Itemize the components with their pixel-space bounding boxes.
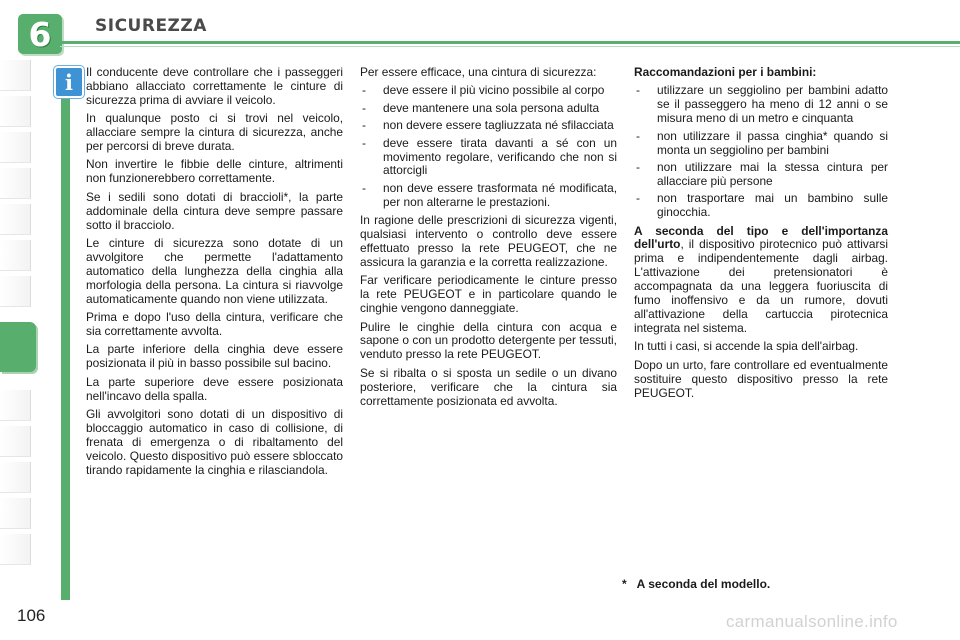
info-icon: i: [54, 66, 84, 98]
list-item: - deve mantenere una sola persona adulta: [360, 102, 617, 116]
watermark: carmanualsonline.info: [726, 612, 898, 631]
paragraph: Prima e dopo l'uso della cintura, verificare che sia correttamente avvolta.: [86, 310, 343, 338]
chapter-tab[interactable]: [0, 204, 31, 235]
chapter-tab[interactable]: [0, 60, 31, 91]
paragraph: La parte inferiore della cinghia deve essere posizionata il più in basso possibile sul bacino.: [86, 342, 343, 371]
paragraph: In qualunque posto ci si trovi nel veicolo, allacciare sempre la cintura di sicurezza, anche per percorsi di breve durata.: [86, 111, 343, 154]
info-box-bar: [61, 88, 70, 600]
chapter-tab[interactable]: [0, 390, 31, 421]
chapter-tab[interactable]: [0, 534, 31, 565]
list-intro: Per essere efficace, una cintura di sicurezza:: [360, 65, 597, 79]
footnote-text: A seconda del modello.: [636, 577, 771, 591]
list-item: - non utilizzare il passa cinghia* quando si monta un seggiolino per bambini: [634, 130, 888, 158]
paragraph: Far verificare periodicamente le cinture presso la rete PEUGEOT e in particolare quando le cinghie vengono danneggiate.: [360, 273, 617, 316]
page-number: 106: [17, 606, 46, 625]
paragraph: Non invertire le fibbie delle cinture, altrimenti non funzionerebbero correttamente.: [86, 157, 343, 186]
efficacy-list: [360, 84, 617, 209]
paragraph: Dopo un urto, fare controllare ed eventualmente sostituire questo dispositivo presso la rete PEUGEOT.: [634, 357, 888, 400]
footnote-marker: *: [622, 577, 627, 591]
pretensioner-lead: A seconda del tipo e dell'importanza dell'urto: [634, 223, 888, 252]
pretensioner-paragraph: [634, 225, 888, 336]
footnote: [622, 577, 770, 591]
header-rule: [60, 41, 960, 44]
chapter-tab[interactable]: [0, 462, 31, 493]
list-item: - non trasportare mai un bambino sulle ginocchia.: [634, 192, 888, 220]
list-item: - non deve essere trasformata né modificata, per non alterarne le prestazioni.: [360, 182, 617, 210]
paragraph: Se i sedili sono dotati di braccioli*, la parte addominale della cintura deve sempre passare sotto il bracciolo.: [86, 189, 343, 232]
section-title: SICUREZZA: [95, 16, 207, 36]
column-general: [86, 66, 343, 482]
chapter-number: 6: [28, 14, 52, 54]
paragraph: In ragione delle prescrizioni di sicurezza vigenti, qualsiasi intervento o controllo deve essere effettuato presso la rete PEUGEOT, che ne assicura la garanzia e la corretta realizzazione.: [360, 213, 617, 269]
chapter-tab[interactable]: [0, 240, 31, 271]
list-item: - non utilizzare mai la stessa cintura per allacciare più persone: [634, 161, 888, 189]
chapter-tab[interactable]: [0, 168, 31, 199]
paragraph: Pulire le cinghie della cintura con acqua e sapone o con un prodotto detergente per tessuti, venduto presso la rete PEUGEOT.: [360, 319, 617, 362]
paragraph: Le cinture di sicurezza sono dotate di un avvolgitore che permette l'adattamento automatico della lunghezza della cinghia alla morfologia della persona. La cintura si riavvolge automaticamente quando non viene utilizzata.: [86, 235, 343, 306]
paragraph: Gli avvolgitori sono dotati di un dispositivo di bloccaggio automatico in caso di collisione, di frenata di emergenza o di ribaltamento del veicolo. Questo dispositivo può essere sbloccato tirando rapidamente la cinghia e rilasciandola.: [86, 406, 343, 477]
list-item: - utilizzare un seggiolino per bambini adatto se il passeggero ha meno di 12 anni o se misura meno di un metro e cinquanta: [634, 84, 888, 126]
children-heading: Raccomandazioni per i bambini:: [634, 65, 817, 79]
paragraph: La parte superiore deve essere posizionata nell'incavo della spalla.: [86, 374, 343, 403]
list-item: - deve essere il più vicino possibile al corpo: [360, 84, 617, 98]
chapter-tab[interactable]: [0, 132, 31, 163]
paragraph: Il conducente deve controllare che i passeggeri abbiano allacciato correttamente le cinture di sicurezza prima di avviare il veicolo.: [86, 65, 343, 107]
chapter-tab[interactable]: [0, 426, 31, 457]
chapter-tabs: [0, 60, 40, 580]
chapter-badge: [18, 14, 62, 54]
column-efficacy: [360, 66, 617, 413]
chapter-tab[interactable]: [0, 276, 31, 307]
chapter-tab[interactable]: [0, 96, 31, 127]
paragraph: In tutti i casi, si accende la spia dell'airbag.: [634, 339, 859, 354]
list-item: - deve essere tirata davanti a sé con un movimento regolare, verificando che non si attorcigli: [360, 137, 617, 179]
pretensioner-text: , il dispositivo pirotecnico può attivarsi prima e indipendentemente dagli airbag. L'attivazione dei pretensionatori è accompagnata da una leggera fuoriuscita di fumo inoffensivo e da un rumore, dovuti all'attivazione della cartuccia pirotecnica integrata nel sistema.: [634, 237, 888, 335]
children-list: [634, 84, 888, 220]
column-children: [634, 66, 888, 405]
list-item: - non devere essere tagliuzzata né sfilacciata: [360, 119, 617, 133]
chapter-tab[interactable]: [0, 498, 31, 529]
header-rule-thin: [60, 46, 960, 47]
chapter-tab-active[interactable]: [0, 322, 36, 372]
paragraph: Se si ribalta o si sposta un sedile o un divano posteriore, verificare che la cintura sia correttamente posizionata ed avvolta.: [360, 365, 617, 408]
